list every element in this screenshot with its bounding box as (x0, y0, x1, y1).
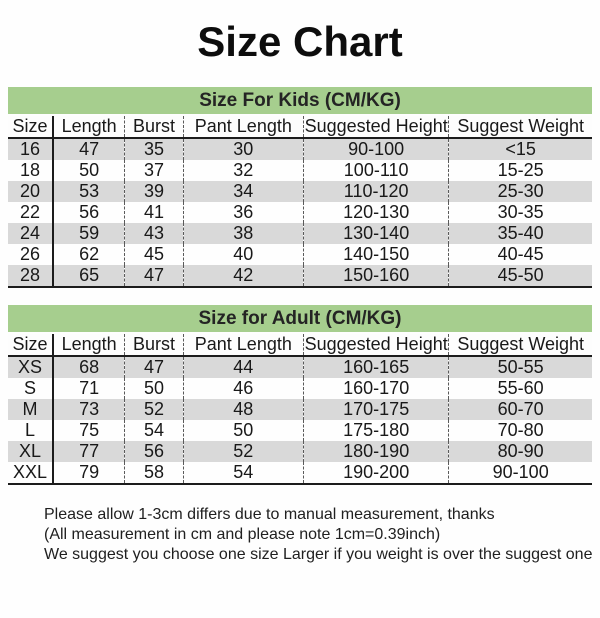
adult-section (8, 305, 592, 485)
value-cell: 30 (183, 138, 303, 160)
value-cell: 55-60 (497, 378, 544, 398)
value-cell: 71 (53, 378, 125, 399)
value-cell: 130-140 (303, 223, 448, 244)
size-cell: 26 (8, 244, 53, 265)
value-cell: 110-120 (303, 181, 448, 202)
value-cell: 59 (53, 223, 125, 244)
value-cell: 35-40 (497, 223, 544, 243)
size-cell: 28 (8, 265, 53, 287)
value-cell: 41 (125, 202, 183, 223)
value-cell: 38 (183, 223, 303, 244)
table-row (8, 356, 592, 378)
size-cell: 20 (8, 181, 53, 202)
value-cell: 90-100 (303, 138, 448, 160)
table-row (8, 462, 592, 484)
column-header: Pant Length (183, 116, 303, 138)
measurement-notes (44, 505, 600, 565)
header-row (8, 116, 592, 138)
column-header: Pant Length (183, 334, 303, 356)
table-row (8, 265, 592, 287)
table-row (8, 378, 592, 399)
value-cell: 68 (53, 356, 125, 378)
column-header: Length (53, 116, 125, 138)
value-cell: 53 (53, 181, 125, 202)
adult-size-table (8, 334, 592, 485)
value-cell: 160-170 (303, 378, 448, 399)
value-cell: 37 (125, 160, 183, 181)
table-row (8, 223, 592, 244)
column-header: Burst (125, 334, 183, 356)
value-cell: 32 (183, 160, 303, 181)
column-header: Suggest Weight (457, 116, 585, 136)
note-line: We suggest you choose one size Larger if you weight is over the suggest one (44, 546, 593, 563)
size-cell: XL (8, 441, 53, 462)
column-header: Suggested Height (304, 334, 448, 354)
size-chart-tables (8, 87, 592, 485)
value-cell: 46 (183, 378, 303, 399)
value-cell: 44 (183, 356, 303, 378)
value-cell: 48 (183, 399, 303, 420)
table-row (8, 441, 592, 462)
value-cell: 50 (125, 378, 183, 399)
value-cell: 50 (183, 420, 303, 441)
value-cell: 65 (53, 265, 125, 287)
table-row (8, 160, 592, 181)
value-cell: 45 (125, 244, 183, 265)
value-cell: <15 (505, 139, 536, 159)
value-cell: 56 (53, 202, 125, 223)
table-row (8, 202, 592, 223)
value-cell: 43 (125, 223, 183, 244)
column-header: Suggested Height (304, 116, 448, 136)
value-cell: 80-90 (497, 441, 544, 461)
value-cell: 62 (53, 244, 125, 265)
column-header: Size (8, 116, 53, 138)
kids-size-table (8, 116, 592, 288)
table-row (8, 244, 592, 265)
value-cell: 45-50 (497, 265, 544, 285)
value-cell: 100-110 (303, 160, 448, 181)
note-line: (All measurement in cm and please note 1cm=0.39inch) (44, 526, 441, 543)
note-line: Please allow 1-3cm differs due to manual measurement, thanks (44, 506, 495, 523)
table-row (8, 420, 592, 441)
value-cell: 47 (53, 138, 125, 160)
value-cell: 30-35 (497, 202, 544, 222)
size-cell: L (8, 420, 53, 441)
value-cell: 60-70 (497, 399, 544, 419)
value-cell: 160-165 (303, 356, 448, 378)
value-cell: 50-55 (497, 357, 544, 377)
value-cell: 75 (53, 420, 125, 441)
value-cell: 180-190 (303, 441, 448, 462)
column-header: Burst (125, 116, 183, 138)
value-cell: 70-80 (497, 420, 544, 440)
value-cell: 15-25 (497, 160, 544, 180)
column-header: Suggest Weight (457, 334, 585, 354)
value-cell: 120-130 (303, 202, 448, 223)
value-cell: 140-150 (303, 244, 448, 265)
value-cell: 25-30 (497, 181, 544, 201)
size-cell: 24 (8, 223, 53, 244)
value-cell: 58 (125, 462, 183, 484)
value-cell: 56 (125, 441, 183, 462)
column-header: Size (8, 334, 53, 356)
column-header: Length (53, 334, 125, 356)
header-row (8, 334, 592, 356)
value-cell: 54 (183, 462, 303, 484)
kids-banner: Size For Kids (CM/KG) (8, 87, 592, 114)
value-cell: 90-100 (492, 462, 549, 482)
table-row (8, 138, 592, 160)
value-cell: 35 (125, 138, 183, 160)
value-cell: 52 (183, 441, 303, 462)
value-cell: 40 (183, 244, 303, 265)
value-cell: 39 (125, 181, 183, 202)
size-cell: 18 (8, 160, 53, 181)
kids-section (8, 87, 592, 288)
value-cell: 170-175 (303, 399, 448, 420)
value-cell: 73 (53, 399, 125, 420)
size-cell: M (8, 399, 53, 420)
size-cell: XXL (8, 462, 53, 484)
value-cell: 79 (53, 462, 125, 484)
value-cell: 150-160 (303, 265, 448, 287)
table-row (8, 181, 592, 202)
value-cell: 36 (183, 202, 303, 223)
size-cell: 22 (8, 202, 53, 223)
value-cell: 77 (53, 441, 125, 462)
value-cell: 190-200 (303, 462, 448, 484)
table-row (8, 399, 592, 420)
adult-banner: Size for Adult (CM/KG) (8, 305, 592, 332)
value-cell: 175-180 (303, 420, 448, 441)
value-cell: 40-45 (497, 244, 544, 264)
value-cell: 54 (125, 420, 183, 441)
size-cell: 16 (8, 138, 53, 160)
value-cell: 42 (183, 265, 303, 287)
page-title: Size Chart (197, 18, 403, 65)
value-cell: 50 (53, 160, 125, 181)
value-cell: 47 (125, 356, 183, 378)
size-cell: S (8, 378, 53, 399)
size-cell: XS (8, 356, 53, 378)
value-cell: 52 (125, 399, 183, 420)
value-cell: 47 (125, 265, 183, 287)
value-cell: 34 (183, 181, 303, 202)
